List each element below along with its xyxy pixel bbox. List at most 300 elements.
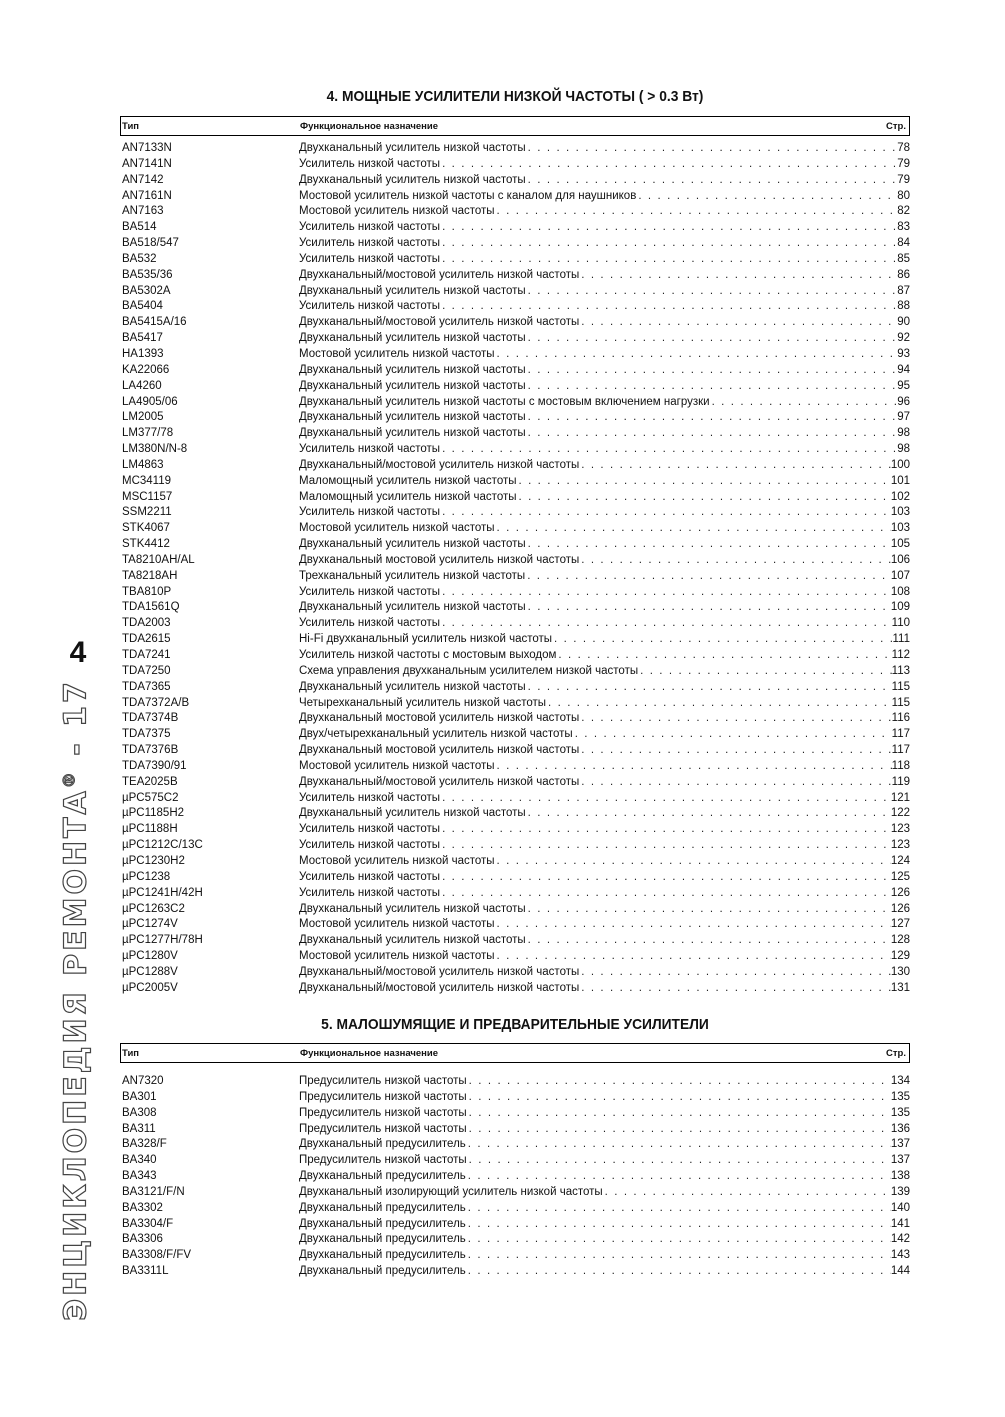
row-description: Четырехканальный усилитель низкой частоты (299, 696, 547, 709)
row-page: 126 (891, 902, 910, 918)
table-row (122, 1185, 910, 1201)
row-description: Двухканальный усилитель низкой частоты (299, 332, 526, 345)
row-type: BA340 (122, 1154, 157, 1167)
table-row (122, 220, 910, 236)
dot-leader (581, 315, 897, 331)
row-description: Маломощный усилитель низкой частоты (299, 490, 517, 503)
row-type: BA308 (122, 1106, 157, 1119)
row-type: SSM2211 (122, 506, 172, 519)
dot-leader (558, 648, 891, 664)
table-row (122, 1137, 910, 1153)
table-row (122, 426, 910, 442)
row-description: Двухканальный усилитель низкой частоты (299, 142, 526, 154)
row-page: 121 (891, 791, 910, 807)
dot-leader (442, 299, 897, 315)
dot-leader (442, 442, 897, 458)
row-function (299, 949, 910, 965)
table-row (122, 981, 910, 997)
dot-leader (468, 1248, 891, 1264)
row-page: 119 (892, 775, 910, 791)
table-row (122, 410, 910, 426)
dot-leader (442, 870, 891, 886)
row-function (299, 347, 910, 363)
table-row (122, 236, 910, 252)
table-row (122, 252, 910, 268)
row-page: 135 (891, 1090, 910, 1106)
registered-mark: ® (59, 769, 79, 789)
row-function (299, 299, 910, 315)
row-type: STK4067 (122, 522, 170, 535)
table-row (122, 711, 910, 727)
row-type: MSC1157 (122, 490, 173, 503)
row-function (299, 806, 910, 822)
table-row (122, 696, 910, 712)
row-page: 103 (891, 505, 910, 521)
header-function: Функциональное назначение (300, 1048, 439, 1059)
row-page: 87 (897, 284, 910, 300)
dot-leader (469, 1106, 891, 1122)
row-description: Двухканальный усилитель низкой частоты (299, 173, 526, 186)
row-type: AN7320 (122, 1075, 164, 1087)
row-type: AN7133N (122, 142, 172, 154)
row-description: Усилитель низкой частоты (299, 506, 441, 519)
row-function (299, 204, 910, 220)
row-function (299, 236, 910, 252)
table-row (122, 648, 910, 664)
row-function (299, 141, 910, 157)
dot-leader (469, 1090, 891, 1106)
row-type: LM4863 (122, 458, 164, 471)
row-description: Двухканальный усилитель низкой частоты (299, 807, 526, 820)
row-function (299, 1122, 910, 1138)
row-description: Двухканальный усилитель низкой частоты с мостовым включением нагрузки (299, 395, 710, 408)
table-row (122, 727, 910, 743)
row-function (299, 268, 910, 284)
row-description: Усилитель низкой частоты (299, 870, 441, 883)
dot-leader (528, 426, 898, 442)
row-function (299, 363, 910, 379)
row-page: 117 (892, 727, 910, 743)
dot-leader (528, 410, 898, 426)
table-row (122, 886, 910, 902)
table-row (122, 442, 910, 458)
row-type: AN7142 (122, 173, 164, 186)
row-function (299, 870, 910, 886)
row-function (299, 600, 910, 616)
table-row (122, 1122, 910, 1138)
table-row (122, 806, 910, 822)
table-row (122, 632, 910, 648)
row-type: BA311 (122, 1122, 156, 1135)
row-description: Предусилитель низкой частоты (299, 1106, 467, 1119)
row-page: 144 (891, 1264, 910, 1280)
dot-leader (497, 949, 891, 965)
dot-leader (581, 458, 891, 474)
row-function (299, 157, 910, 173)
row-page: 106 (891, 553, 910, 569)
row-function (299, 648, 910, 664)
row-description: Усилитель низкой частоты (299, 791, 441, 804)
row-type: TDA7365 (122, 680, 171, 693)
row-description: Мостовой усилитель низкой частоты (299, 950, 495, 963)
table-row (122, 949, 910, 965)
table-row (122, 363, 910, 379)
row-page: 92 (897, 331, 910, 347)
row-type: BA532 (122, 252, 157, 265)
row-type: BA3306 (122, 1233, 163, 1246)
dot-leader (581, 965, 891, 981)
row-type: LA4905/06 (122, 395, 178, 408)
dot-leader (528, 600, 891, 616)
side-book-title-text: ЭНЦИКЛОПЕДИЯ РЕМОНТА (58, 788, 94, 1321)
row-type: µPC1230H2 (122, 854, 185, 867)
row-description: Усилитель низкой частоты (299, 839, 441, 852)
dot-leader (548, 696, 892, 712)
header-page: Стр. (886, 121, 906, 132)
row-type: BA514 (122, 221, 157, 234)
row-type: BA518/547 (122, 237, 179, 250)
table-row (122, 1153, 910, 1169)
row-type: µPC1280V (122, 950, 178, 963)
dot-leader (581, 981, 891, 997)
dot-leader (468, 1232, 891, 1248)
table-row (122, 933, 910, 949)
dot-leader (469, 1153, 891, 1169)
row-page: 137 (891, 1153, 910, 1169)
row-page: 115 (892, 696, 910, 712)
dot-leader (468, 1264, 891, 1280)
row-type: µPC1241H/42H (122, 886, 203, 899)
row-page: 95 (897, 379, 910, 395)
table-row (122, 505, 910, 521)
row-description: Двухканальный усилитель низкой частоты (299, 427, 526, 440)
dot-leader (528, 284, 898, 300)
table-row (122, 600, 910, 616)
table-row (122, 141, 910, 157)
table-row (122, 1169, 910, 1185)
row-page: 123 (891, 822, 910, 838)
row-function (299, 854, 910, 870)
dot-leader (575, 727, 892, 743)
dot-leader (581, 711, 891, 727)
row-type: BA3302 (122, 1201, 163, 1214)
section-4-rows (122, 141, 910, 997)
row-page: 125 (891, 870, 910, 886)
row-type: TA8210AH/AL (122, 553, 195, 566)
dot-leader (528, 173, 898, 189)
row-page: 139 (891, 1185, 910, 1201)
dot-leader (554, 632, 892, 648)
table-row (122, 585, 910, 601)
row-function (299, 490, 910, 506)
row-page: 129 (891, 949, 910, 965)
row-description: Двухканальный/мостовой усилитель низкой частоты (299, 458, 580, 471)
row-type: TDA1561Q (122, 601, 180, 614)
dot-leader (528, 379, 898, 395)
row-type: BA3121/F/N (122, 1185, 185, 1198)
row-function (299, 1074, 910, 1090)
row-function (299, 505, 910, 521)
row-page: 101 (891, 474, 910, 490)
row-page: 109 (891, 600, 910, 616)
row-page: 138 (891, 1169, 910, 1185)
table-row (122, 775, 910, 791)
row-function (299, 569, 910, 585)
dot-leader (638, 189, 897, 205)
row-function (299, 743, 910, 759)
row-description: Двухканальный предусилитель (299, 1217, 466, 1230)
dot-leader (497, 854, 891, 870)
row-type: AN7163 (122, 205, 164, 218)
section-4-table-header (120, 116, 910, 136)
dot-leader (497, 759, 892, 775)
table-row (122, 189, 910, 205)
row-function (299, 791, 910, 807)
row-function (299, 1217, 910, 1233)
row-type: µPC1188H (122, 823, 178, 836)
row-description: Мостовой усилитель низкой частоты с каналом для наушников (299, 189, 637, 202)
row-description: Усилитель низкой частоты (299, 157, 441, 170)
dot-leader (468, 1217, 891, 1233)
row-description: Двухканальный усилитель низкой частоты (299, 680, 526, 693)
row-description: Трехканальный усилитель низкой частоты (299, 569, 526, 582)
row-description: Мостовой усилитель низкой частоты (299, 205, 495, 218)
row-description: Усилитель низкой частоты (299, 886, 441, 899)
row-type: µPC1212C/13C (122, 839, 203, 852)
table-row (122, 965, 910, 981)
row-page: 135 (891, 1106, 910, 1122)
table-row (122, 1090, 910, 1106)
row-function (299, 664, 910, 680)
row-page: 94 (897, 363, 910, 379)
row-page: 117 (892, 743, 910, 759)
row-function (299, 173, 910, 189)
dot-leader (528, 806, 891, 822)
row-type: BA3311L (122, 1265, 169, 1278)
row-type: µPC1185H2 (122, 807, 185, 820)
row-function (299, 981, 910, 997)
dot-leader (605, 1185, 891, 1201)
row-page: 126 (891, 886, 910, 902)
row-page: 98 (897, 426, 910, 442)
row-type: TDA2003 (122, 617, 171, 630)
row-description: Двухканальный усилитель низкой частоты (299, 379, 526, 392)
row-page: 85 (897, 252, 910, 268)
row-type: TDA7376B (122, 744, 179, 757)
row-description: Предусилитель низкой частоты (299, 1122, 467, 1135)
table-row (122, 1264, 910, 1280)
row-function (299, 1153, 910, 1169)
row-description: Двухканальный/мостовой усилитель низкой частоты (299, 316, 580, 329)
row-page: 107 (891, 569, 910, 585)
table-row (122, 157, 910, 173)
row-page: 96 (897, 395, 910, 411)
dot-leader (527, 569, 891, 585)
row-description: Двух/четырехканальный усилитель низкой частоты (299, 728, 573, 741)
side-book-title-suffix: - 17 (58, 679, 94, 770)
row-function (299, 1185, 910, 1201)
table-row (122, 902, 910, 918)
table-row (122, 791, 910, 807)
row-type: LM377/78 (122, 427, 174, 440)
row-page: 83 (897, 220, 910, 236)
row-description: Двухканальный/мостовой усилитель низкой частоты (299, 775, 580, 788)
row-type: AN7141N (122, 157, 172, 170)
row-function (299, 1264, 910, 1280)
row-type: LM2005 (122, 411, 164, 424)
dot-leader (469, 1122, 891, 1138)
row-function (299, 632, 910, 648)
row-function (299, 537, 910, 553)
row-description: Двухканальный предусилитель (299, 1233, 466, 1246)
row-function (299, 1248, 910, 1264)
row-type: µPC1263C2 (122, 902, 185, 915)
row-type: BA5404 (122, 300, 163, 313)
table-row (122, 1232, 910, 1248)
row-description: Двухканальный усилитель низкой частоты (299, 538, 526, 551)
row-function (299, 553, 910, 569)
row-description: Мостовой усилитель низкой частоты (299, 347, 495, 360)
row-page: 140 (891, 1201, 910, 1217)
table-row (122, 917, 910, 933)
dot-leader (442, 505, 891, 521)
table-row (122, 284, 910, 300)
row-page: 131 (891, 981, 910, 997)
row-function (299, 379, 910, 395)
row-function (299, 474, 910, 490)
row-type: µPC2005V (122, 981, 178, 994)
row-type: TDA2615 (122, 633, 171, 646)
row-type: µPC1288V (122, 965, 178, 978)
table-row (122, 1106, 910, 1122)
dot-leader (442, 236, 897, 252)
row-description: Усилитель низкой частоты (299, 823, 441, 836)
table-row (122, 838, 910, 854)
row-page: 98 (897, 442, 910, 458)
dot-leader (442, 585, 891, 601)
row-page: 115 (892, 680, 910, 696)
header-type: Тип (122, 1048, 140, 1059)
row-page: 82 (897, 204, 910, 220)
table-row (122, 395, 910, 411)
row-description: Двухканальный предусилитель (299, 1265, 466, 1278)
row-function (299, 395, 910, 411)
row-description: Двухканальный/мостовой усилитель низкой частоты (299, 268, 580, 281)
row-page: 103 (891, 521, 910, 537)
table-row (122, 1074, 910, 1090)
dot-leader (581, 268, 897, 284)
table-row (122, 569, 910, 585)
dot-leader (528, 680, 892, 696)
row-page: 88 (897, 299, 910, 315)
row-description: Мостовой усилитель низкой частоты (299, 522, 495, 535)
table-row (122, 347, 910, 363)
row-description: Двухканальный усилитель низкой частоты (299, 284, 526, 297)
row-page: 113 (892, 664, 910, 680)
table-row (122, 822, 910, 838)
row-description: Двухканальный изолирующий усилитель низкой частоты (299, 1185, 603, 1198)
header-function: Функциональное назначение (300, 121, 439, 132)
row-description: Усилитель низкой частоты (299, 237, 441, 250)
table-row (122, 204, 910, 220)
row-type: µPC1238 (122, 870, 171, 883)
row-function (299, 426, 910, 442)
row-type: TEA2025B (122, 775, 178, 788)
dot-leader (519, 474, 891, 490)
table-row (122, 474, 910, 490)
row-type: µPC1274V (122, 918, 178, 931)
dot-leader (519, 490, 891, 506)
row-type: STK4412 (122, 538, 170, 551)
row-description: Предусилитель низкой частоты (299, 1090, 467, 1103)
row-page: 112 (892, 648, 910, 664)
table-row (122, 854, 910, 870)
dot-leader (442, 838, 891, 854)
table-row (122, 759, 910, 775)
row-function (299, 521, 910, 537)
row-description: Двухканальный предусилитель (299, 1249, 466, 1262)
row-page: 142 (891, 1232, 910, 1248)
row-type: TDA7390/91 (122, 759, 187, 772)
row-description: Мостовой усилитель низкой частоты (299, 854, 495, 867)
row-function (299, 775, 910, 791)
row-description: Усилитель низкой частоты (299, 300, 441, 313)
row-type: LA4260 (122, 379, 162, 392)
dot-leader (640, 664, 892, 680)
row-page: 111 (893, 632, 910, 648)
row-description: Предусилитель низкой частоты (299, 1154, 467, 1167)
table-row (122, 1201, 910, 1217)
row-function (299, 458, 910, 474)
row-description: Мостовой усилитель низкой частоты (299, 918, 495, 931)
row-page: 80 (897, 189, 910, 205)
row-description: Мостовой усилитель низкой частоты (299, 759, 495, 772)
row-function (299, 759, 910, 775)
row-function (299, 1232, 910, 1248)
row-description: Двухканальный усилитель низкой частоты (299, 902, 526, 915)
row-type: BA535/36 (122, 268, 173, 281)
dot-leader (468, 1169, 891, 1185)
table-row (122, 616, 910, 632)
row-description: Двухканальный усилитель низкой частоты (299, 411, 526, 424)
dot-leader (528, 141, 898, 157)
row-page: 134 (891, 1074, 910, 1090)
row-type: TDA7374B (122, 712, 179, 725)
dot-leader (497, 347, 898, 363)
row-function (299, 585, 910, 601)
row-type: BA5302A (122, 284, 171, 297)
row-description: Усилитель низкой частоты (299, 617, 441, 630)
row-description: Маломощный усилитель низкой частоты (299, 474, 517, 487)
side-book-title (59, 679, 94, 1321)
row-type: BA3308/F/FV (122, 1249, 192, 1262)
row-function (299, 696, 910, 712)
row-type: TA8218AH (122, 569, 178, 582)
chapter-number: 4 (69, 636, 87, 669)
row-page: 124 (891, 854, 910, 870)
table-row (122, 379, 910, 395)
row-function (299, 1169, 910, 1185)
dot-leader (528, 331, 898, 347)
table-row (122, 521, 910, 537)
dot-leader (442, 252, 897, 268)
row-description: Hi-Fi двухканальный усилитель низкой частоты (299, 633, 553, 646)
row-function (299, 727, 910, 743)
row-page: 93 (897, 347, 910, 363)
row-page: 116 (892, 711, 910, 727)
dot-leader (468, 1137, 891, 1153)
dot-leader (528, 933, 891, 949)
